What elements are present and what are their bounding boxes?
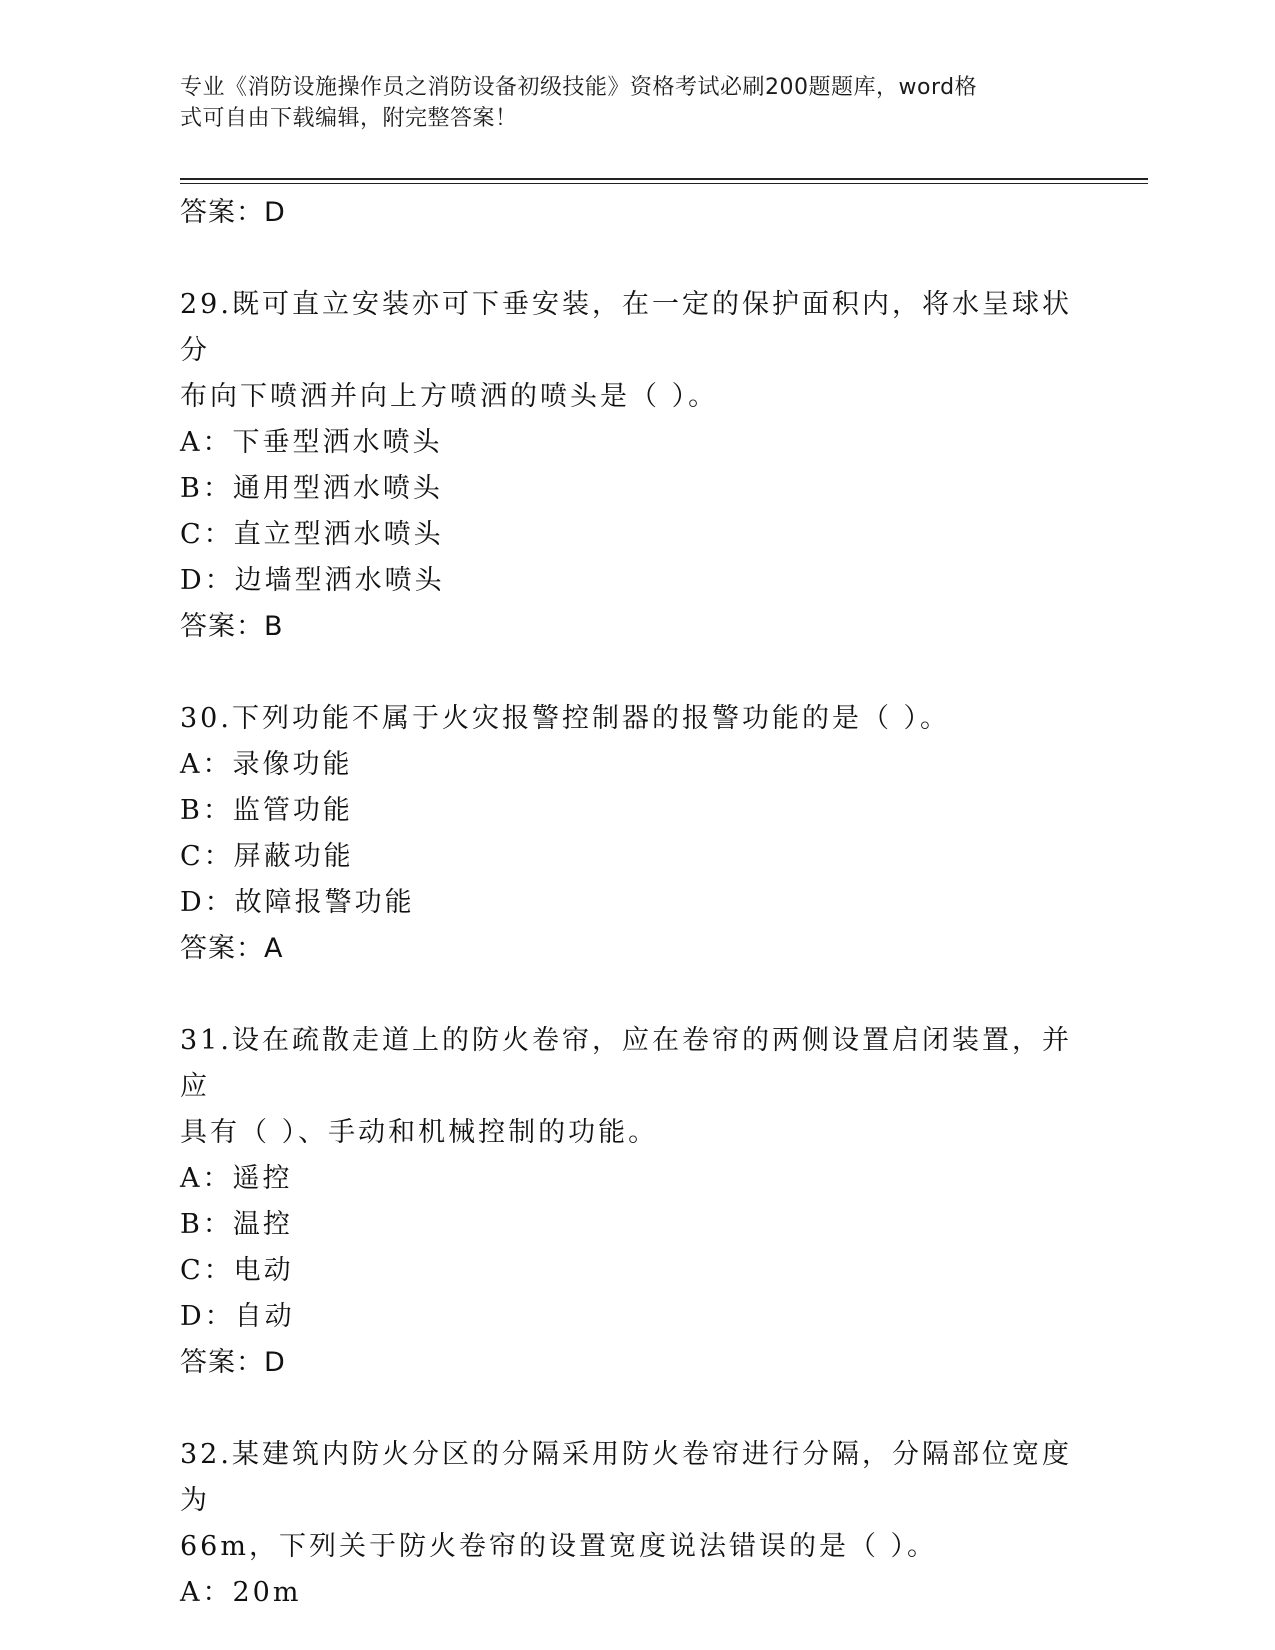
option-b: B：通用型洒水喷头 (180, 473, 443, 504)
header-line-2: 式可自由下载编辑，附完整答案！ (180, 106, 518, 131)
question-text: 布向下喷洒并向上方喷洒的喷头是（ ）。 (180, 381, 719, 412)
question-text: 29.既可直立安装亦可下垂安装，在一定的保护面积内，将水呈球状分 (180, 289, 1072, 366)
question-31 (180, 1018, 1080, 1386)
option-c: C：屏蔽功能 (180, 841, 354, 872)
option-c: C：电动 (180, 1255, 294, 1286)
answer-label: 答案：B (180, 611, 284, 642)
answer-label: 答案：D (180, 1347, 286, 1378)
option-a: A：下垂型洒水喷头 (180, 427, 443, 458)
question-32 (180, 1432, 1080, 1616)
document-header (180, 72, 1060, 134)
answer-label: 答案：A (180, 933, 284, 964)
question-text: 32.某建筑内防火分区的分隔采用防火卷帘进行分隔，分隔部位宽度为 (180, 1439, 1072, 1516)
option-d: D：自动 (180, 1301, 295, 1332)
question-29 (180, 282, 1080, 650)
question-30 (180, 696, 1080, 972)
header-line-1: 专业《消防设施操作员之消防设备初级技能》资格考试必刷200题题库，word格 (180, 75, 978, 100)
option-b: B：温控 (180, 1209, 293, 1240)
option-d: D：边墙型洒水喷头 (180, 565, 445, 596)
header-divider-thin (180, 183, 1148, 184)
option-a: A：录像功能 (180, 749, 353, 780)
header-divider-thick (180, 178, 1148, 180)
question-list (180, 190, 1080, 1616)
option-a: A：遥控 (180, 1163, 293, 1194)
answer-label: 答案：D (180, 197, 286, 228)
option-d: D：故障报警功能 (180, 887, 415, 918)
question-text: 31.设在疏散走道上的防火卷帘，应在卷帘的两侧设置启闭装置，并应 (180, 1025, 1072, 1102)
option-c: C：直立型洒水喷头 (180, 519, 444, 550)
option-b: B：监管功能 (180, 795, 353, 826)
option-a: A：20m (180, 1577, 302, 1608)
question-text: 66m，下列关于防火卷帘的设置宽度说法错误的是（ ）。 (180, 1531, 938, 1562)
question-text: 具有（ ）、手动和机械控制的功能。 (180, 1117, 659, 1148)
question-text: 30.下列功能不属于火灾报警控制器的报警功能的是（ ）。 (180, 703, 951, 734)
